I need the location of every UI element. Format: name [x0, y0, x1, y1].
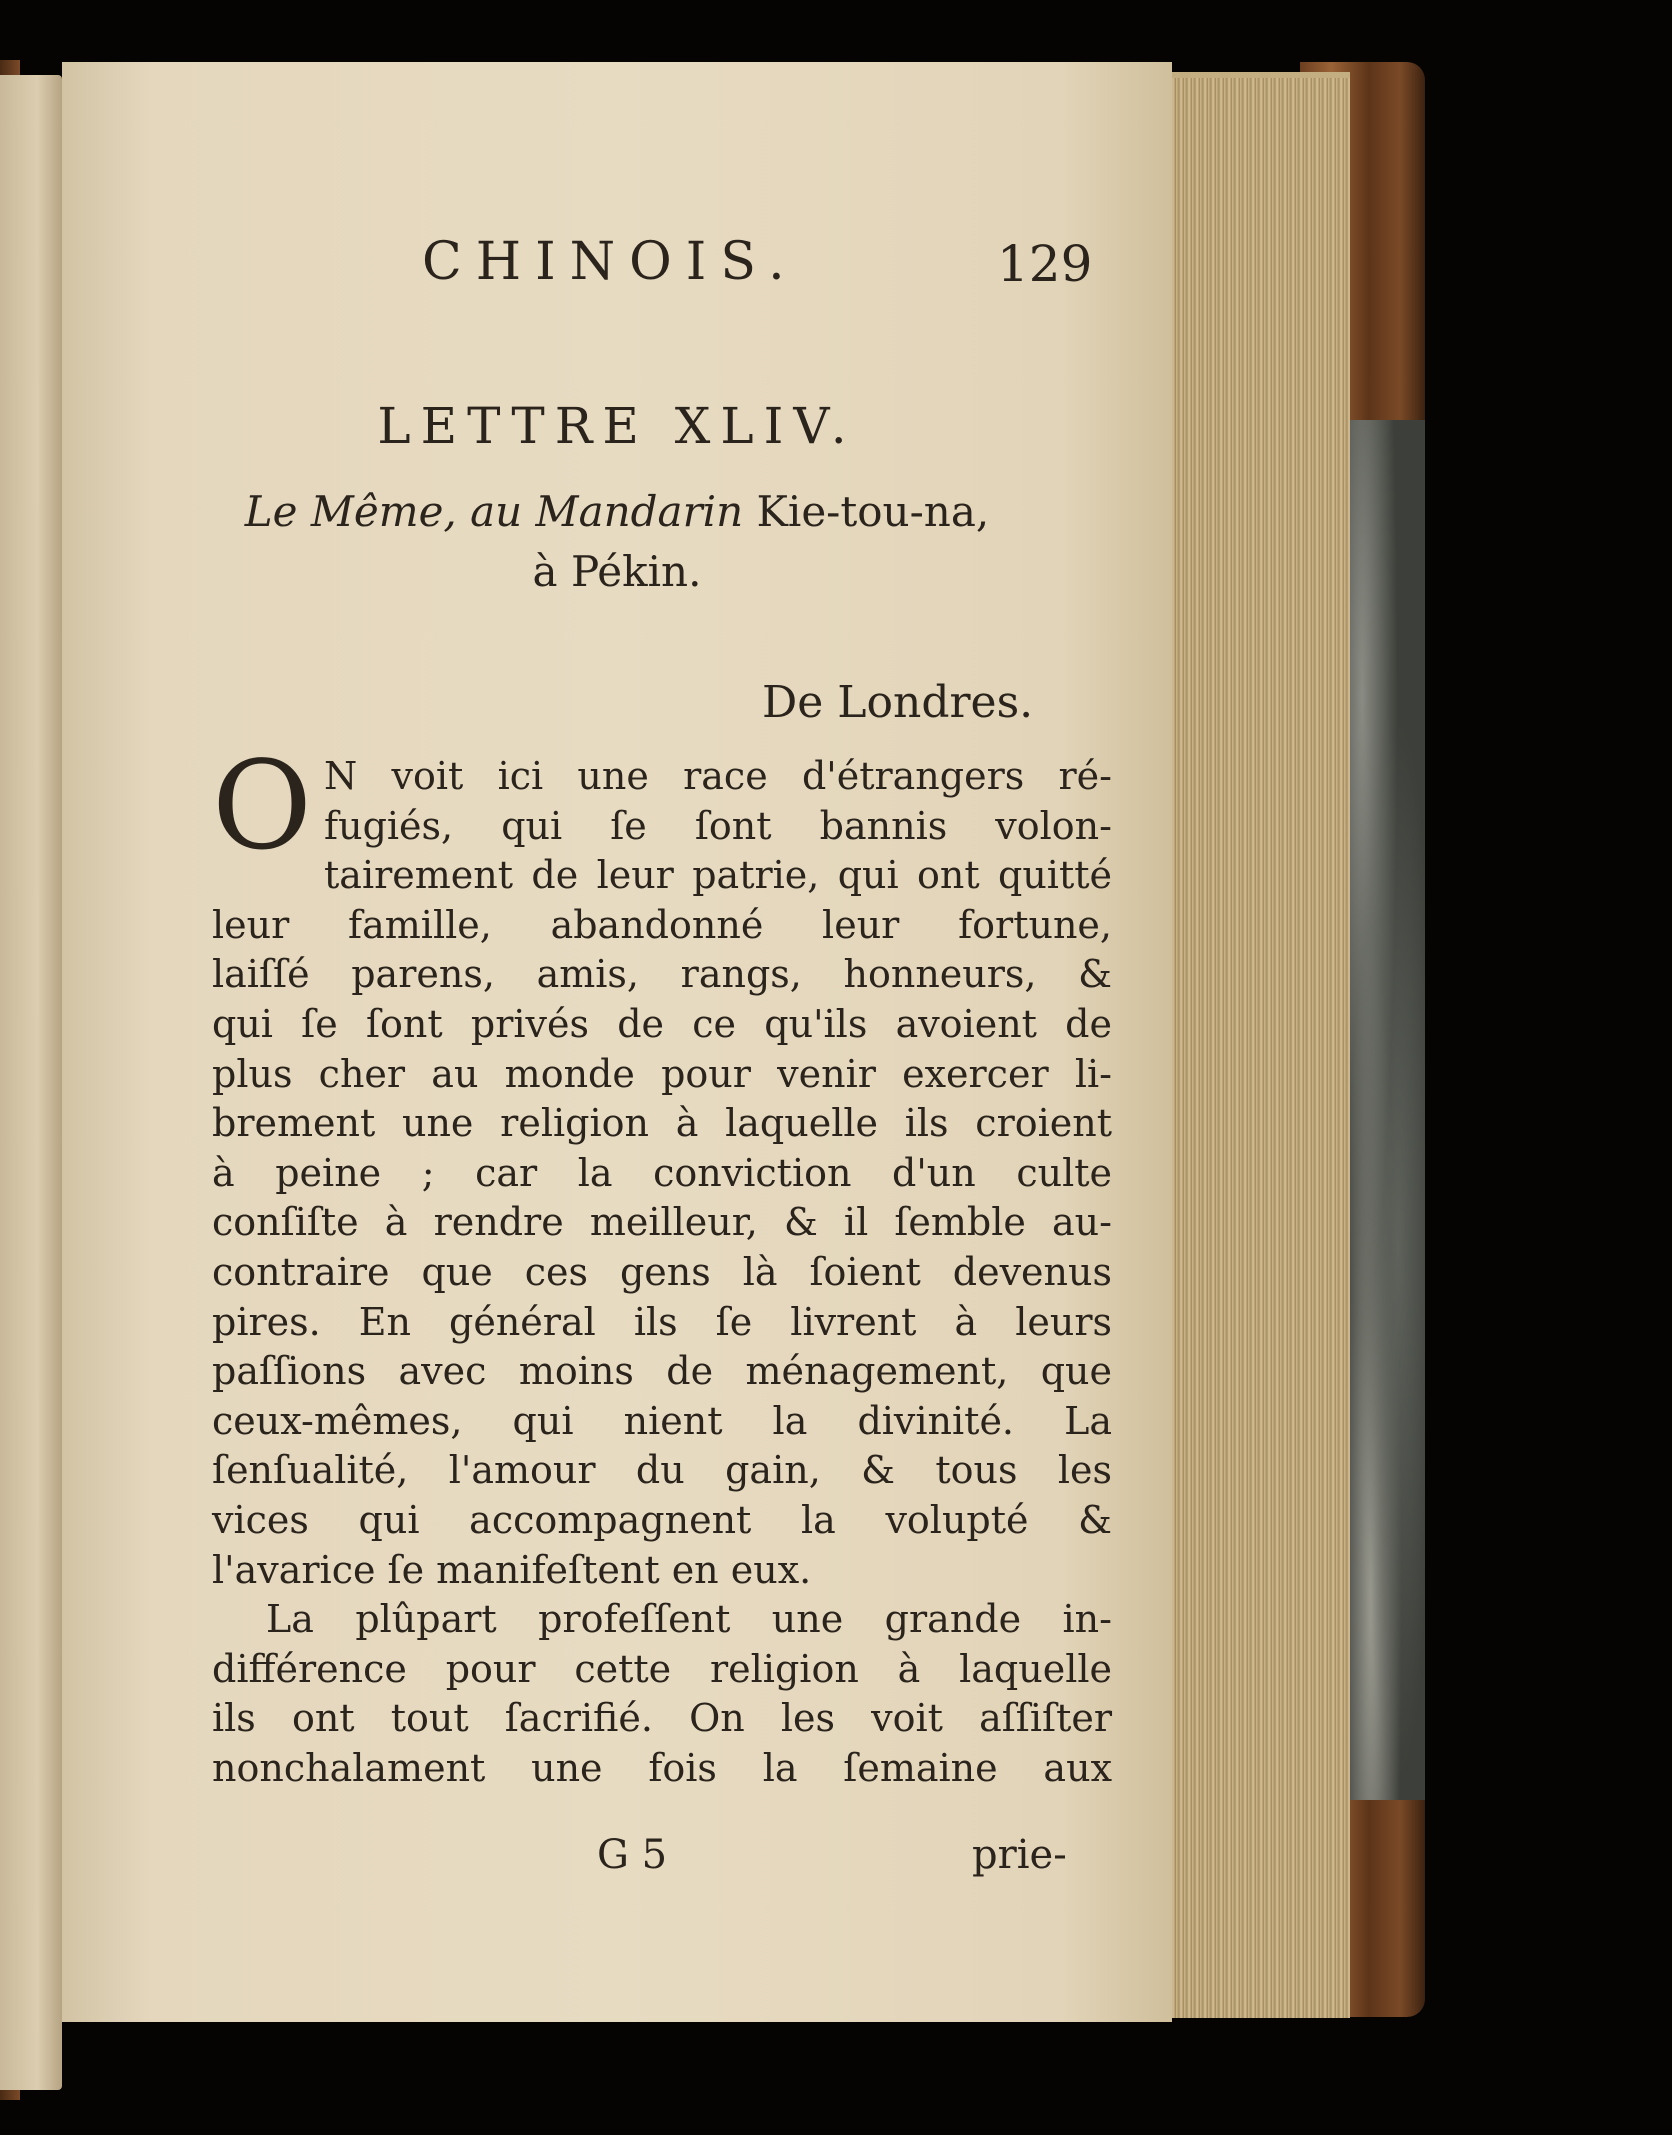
running-title: CHINOIS. [422, 232, 799, 292]
dateline: De Londres. [762, 677, 1034, 728]
text-line: La plûpart profeſſent une grande in- [266, 1597, 1112, 1642]
drop-cap: O [212, 735, 313, 877]
text-line: brement une religion à laquelle ils croient [212, 1101, 1112, 1146]
text-line: pires. En général ils ſe livrent à leurs [212, 1299, 1112, 1344]
text-line: nonchalament une fois la ſemaine aux [212, 1745, 1112, 1790]
text-line: contraire que ces gens là ſoient devenus [212, 1249, 1112, 1294]
paragraph-2 [212, 1595, 1112, 1793]
text-line: N voit ici une race d'étrangers ré- [324, 754, 1112, 798]
book-page [62, 62, 1172, 2022]
paragraph-1 [212, 735, 1112, 1595]
text-line: leur famille, abandonné leur fortune, [212, 902, 1112, 947]
facing-page-edge [0, 75, 62, 2090]
subheading-place: à Pékin. [532, 547, 702, 596]
text-line: laiſſé parens, amis, rangs, honneurs, & [212, 952, 1112, 997]
text-line: différence pour cette religion à laquelle [212, 1646, 1112, 1691]
letter-subheading [62, 482, 1172, 602]
text-line: ils ont tout ſacrifié. On les voit aſſiſter [212, 1696, 1112, 1741]
text-line: paſſions avec moins de ménagement, que [212, 1349, 1112, 1394]
text-line: l'avarice ſe manifeſtent en eux. [212, 1547, 812, 1592]
signature-mark: G 5 [597, 1832, 668, 1878]
text-line: ſenſualité, l'amour du gain, & tous les [212, 1448, 1112, 1493]
text-line: fugiés, qui ſe ſont bannis volon- [324, 803, 1112, 848]
catchword: prie- [972, 1832, 1067, 1878]
text-line: tairement de leur patrie, qui ont quitté [324, 853, 1112, 898]
page-number: 129 [997, 235, 1093, 293]
subheading-italic: Le Même, au Mandarin [244, 487, 744, 536]
subheading-name: Kie-tou-na, [756, 487, 990, 536]
text-line: vices qui accompagnent la volupté & [212, 1497, 1112, 1542]
text-line: qui ſe ſont privés de ce qu'ils avoient de [212, 1001, 1112, 1046]
page-block-edges [1160, 72, 1350, 2018]
text-line: conſiſte à rendre meilleur, & il ſemble au- [212, 1200, 1112, 1245]
letter-heading: LETTRE XLIV. [377, 397, 857, 455]
text-line: plus cher au monde pour venir exercer li- [212, 1051, 1112, 1096]
text-line: à peine ; car la conviction d'un culte [212, 1150, 1112, 1195]
text-line: ceux-mêmes, qui nient la divinité. La [212, 1398, 1112, 1443]
body-text [212, 735, 1112, 1793]
